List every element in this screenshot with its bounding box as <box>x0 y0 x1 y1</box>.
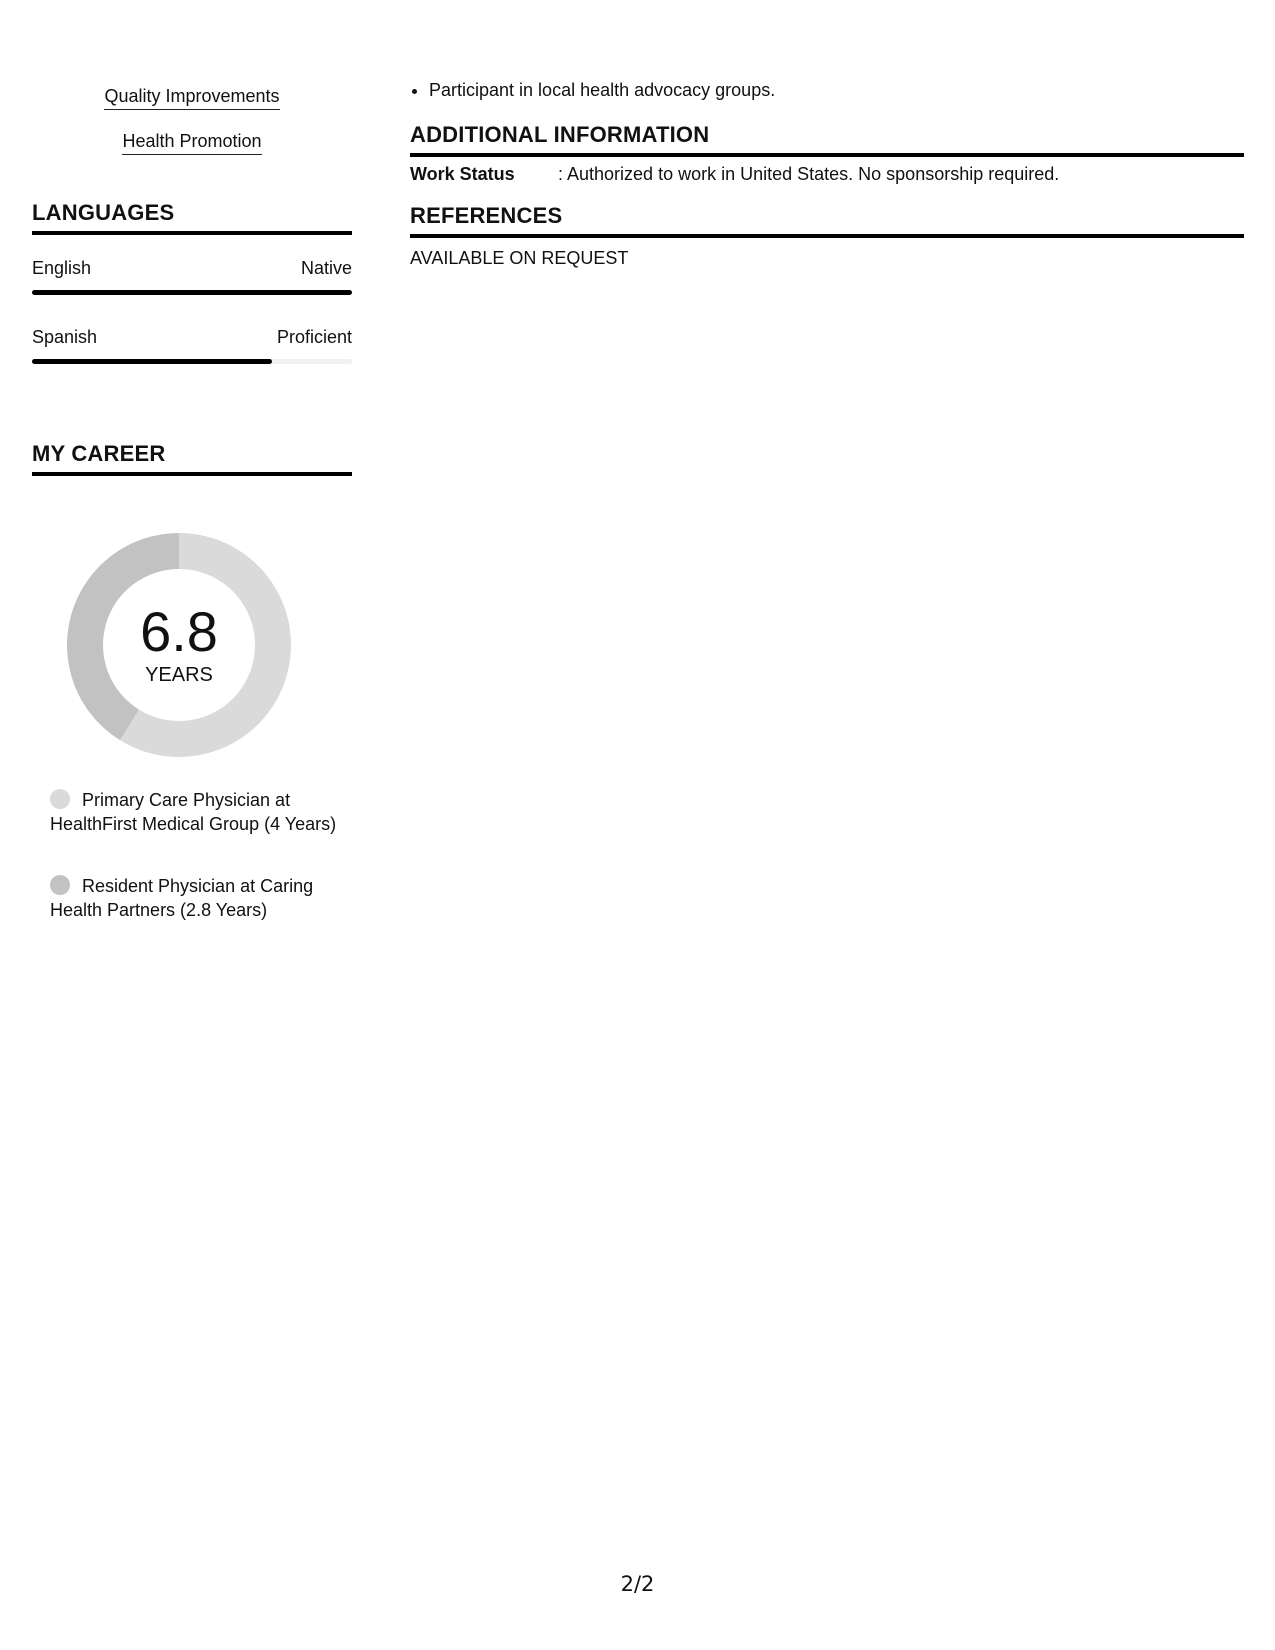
career-legend-label: Primary Care Physician at HealthFirst Medical Group (4 Years) <box>50 790 337 834</box>
career-total-unit: YEARS <box>145 664 213 686</box>
career-heading: MY CAREER <box>32 441 352 476</box>
language-level-fill <box>32 290 352 295</box>
career-legend-item <box>50 788 340 836</box>
page-number: 2/2 <box>620 1572 655 1596</box>
skill-tag <box>32 131 352 152</box>
language-level-bar <box>32 359 352 364</box>
language-name: Spanish <box>32 327 98 347</box>
skill-tag-label: Health Promotion <box>122 131 261 155</box>
legend-dot <box>50 875 70 895</box>
skill-tag <box>32 86 352 107</box>
language-level: Proficient <box>276 327 352 347</box>
work-status-label: Work Status <box>410 164 515 184</box>
legend-dot <box>50 789 70 809</box>
references-heading: REFERENCES <box>410 203 1244 238</box>
career-legend-item <box>50 874 340 922</box>
list-item: • Participant in local health advocacy groups. <box>429 80 775 101</box>
career-legend-label: Resident Physician at Caring Health Partners (2.8 Years) <box>50 876 314 920</box>
career-total <box>66 600 292 686</box>
language-level-fill <box>32 359 272 364</box>
activities-list <box>410 80 775 101</box>
additional-info-heading: ADDITIONAL INFORMATION <box>410 122 1244 157</box>
language-name: English <box>32 258 92 278</box>
references-text: AVAILABLE ON REQUEST <box>410 248 629 268</box>
career-total-value: 6.8 <box>140 600 218 663</box>
language-level: Native <box>300 258 352 278</box>
skill-tag-label: Quality Improvements <box>104 86 279 110</box>
language-level-bar <box>32 290 352 295</box>
work-status-value: : Authorized to work in United States. No sponsorship required. <box>558 164 1060 184</box>
languages-heading: LANGUAGES <box>32 200 352 235</box>
